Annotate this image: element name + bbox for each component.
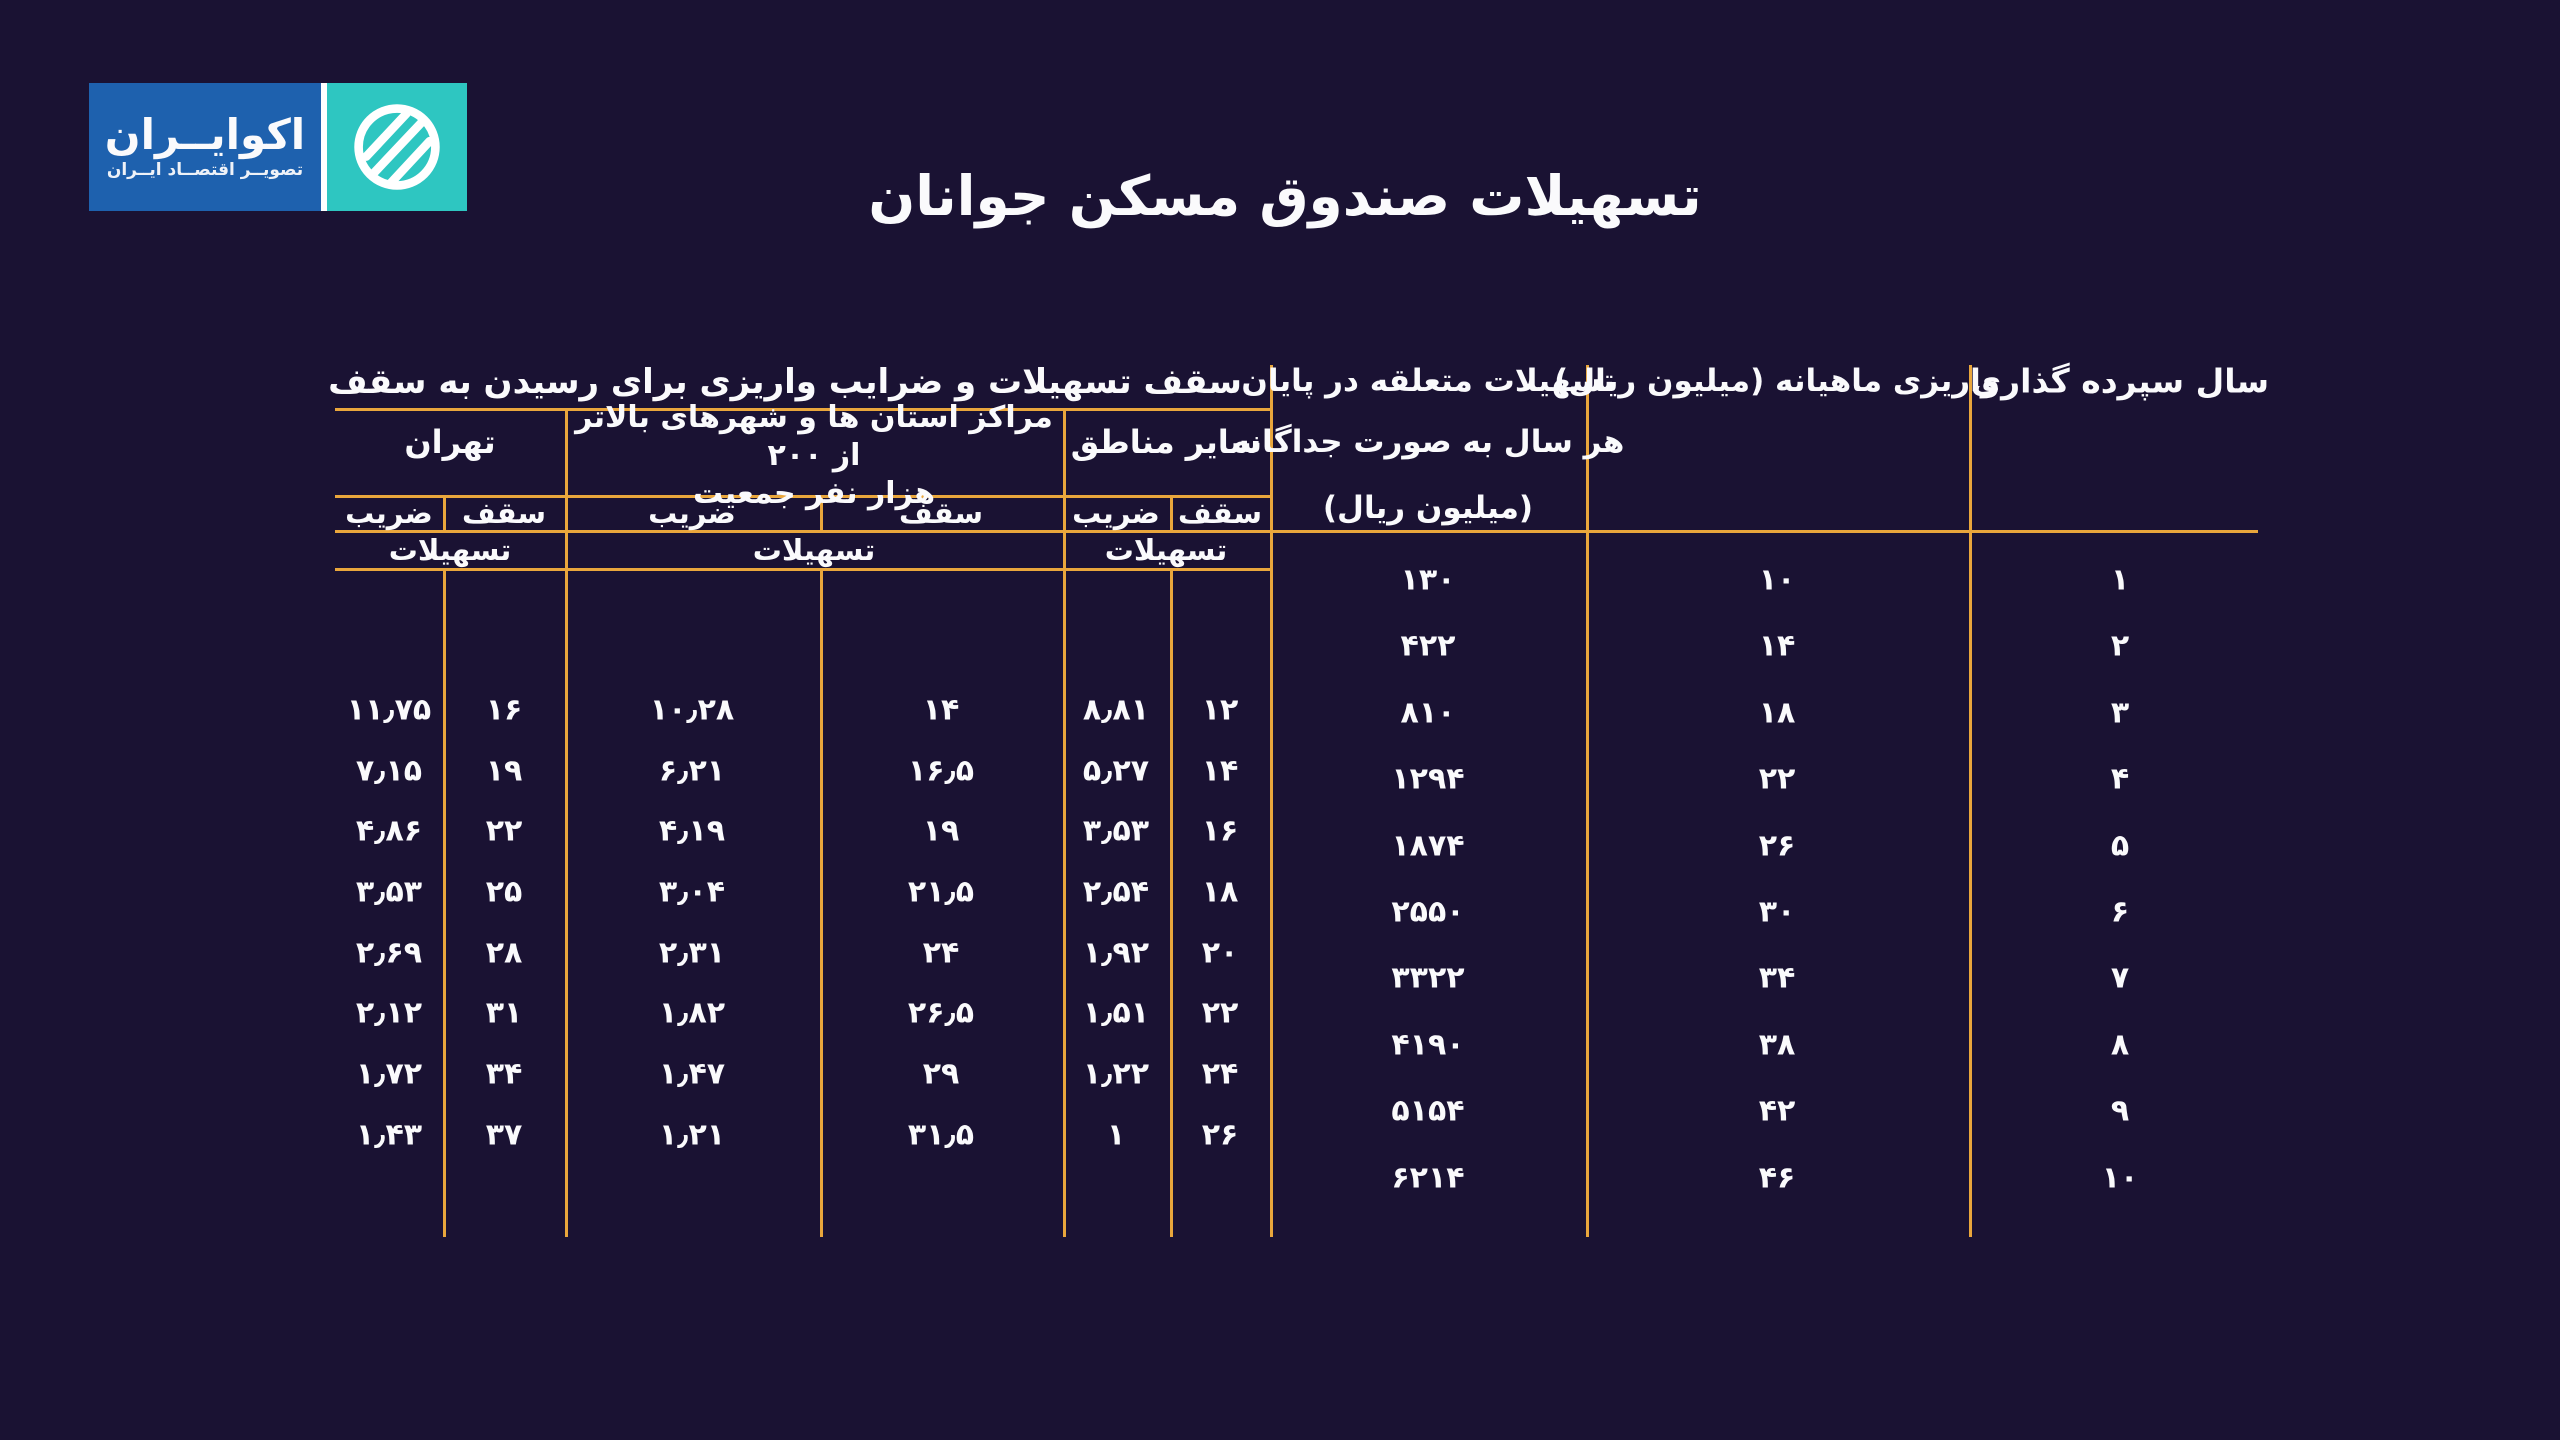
ecoiran-mark-icon [349,99,445,195]
year-value-row-6: ۶ [2110,894,2130,930]
year-value-row-4: ۴ [2110,761,2130,797]
year-value-row-3: ۳ [2110,695,2130,731]
accrued-value-row-10: ۶۲۱۴ [1391,1160,1465,1196]
subheader-coefficient-tehran: ضریب [345,496,433,530]
subheader-coefficient-province: ضریب [648,496,736,530]
accrued-value-row-2: ۴۲۲ [1400,628,1456,664]
accrued-value-row-4: ۱۲۹۴ [1391,761,1465,797]
teh_ceiling-value-row-10: ۳۷ [485,1117,523,1153]
accrued-value-row-9: ۵۱۵۴ [1391,1093,1465,1129]
other_coef-value-row-4: ۵٫۲۷ [1082,753,1150,789]
accrued-value-row-5: ۱۸۷۴ [1391,828,1465,864]
monthly-value-row-10: ۴۶ [1758,1160,1796,1196]
accrued-value-row-8: ۴۱۹۰ [1391,1027,1465,1063]
teh_coef-value-row-4: ۷٫۱۵ [355,753,423,789]
region-header-province-line1: مراکز استان ها و شهرهای بالاتر از ۲۰۰ [575,400,1053,473]
other_ceiling-value-row-3: ۱۲ [1201,692,1239,728]
prov_coef-value-row-9: ۱٫۴۷ [658,1056,726,1092]
prov_coef-value-row-7: ۲٫۳۱ [658,935,726,971]
subheader-ceiling-other: سقف [1178,496,1262,530]
grid-vline-monthly-year [1969,365,1972,1237]
teh_coef-value-row-5: ۴٫۸۶ [355,813,423,849]
teh_ceiling-value-row-6: ۲۵ [485,874,523,910]
grid-vline-tehran-province [565,408,568,1237]
year-value-row-10: ۱۰ [2101,1160,2139,1196]
prov_coef-value-row-10: ۱٫۲۱ [658,1117,726,1153]
logo-brand-text: اکوایــران [104,110,306,159]
teh_ceiling-value-row-8: ۳۱ [485,995,523,1031]
subheader-ceiling-province: سقف [899,496,983,530]
column-header-monthly-deposit: واریزی ماهیانه (میلیون ریال) [1554,363,2000,399]
logo-tagline-text: تصویــر اقتصــاد ایــران [106,160,304,180]
other_ceiling-value-row-6: ۱۸ [1201,874,1239,910]
grid-vline-other-accrued [1270,365,1273,1237]
accrued-value-row-1: ۱۳۰ [1400,562,1456,598]
monthly-value-row-9: ۴۲ [1758,1093,1796,1129]
subheader-facilities-tehran: تسهیلات [388,533,512,567]
prov_ceiling-value-row-8: ۲۶٫۵ [907,995,975,1031]
page-title: تسهیلات صندوق مسکن جوانان [868,164,1702,228]
grid-vline-other-split-header [1170,495,1173,530]
teh_coef-value-row-7: ۲٫۶۹ [355,935,423,971]
monthly-value-row-2: ۱۴ [1758,628,1796,664]
prov_ceiling-value-row-9: ۲۹ [922,1056,960,1092]
teh_coef-value-row-9: ۱٫۷۲ [355,1056,423,1092]
other_ceiling-value-row-9: ۲۴ [1201,1056,1239,1092]
accrued-value-row-3: ۸۱۰ [1400,695,1456,731]
prov_coef-value-row-4: ۶٫۲۱ [658,753,726,789]
other_coef-value-row-6: ۲٫۵۴ [1082,874,1150,910]
ecoiran-logo [89,83,467,211]
region-header-province-centers [564,399,1064,513]
teh_coef-value-row-3: ۱۱٫۷۵ [346,692,432,728]
teh_coef-value-row-10: ۱٫۴۳ [355,1117,423,1153]
teh_ceiling-value-row-4: ۱۹ [485,753,523,789]
year-value-row-7: ۷ [2110,960,2130,996]
prov_coef-value-row-5: ۴٫۱۹ [658,813,726,849]
monthly-value-row-6: ۳۰ [1758,894,1796,930]
subheader-coefficient-other: ضریب [1072,496,1160,530]
other_coef-value-row-7: ۱٫۹۲ [1082,935,1150,971]
prov_coef-value-row-6: ۳٫۰۴ [658,874,726,910]
monthly-value-row-3: ۱۸ [1758,695,1796,731]
year-value-row-1: ۱ [2110,562,2130,598]
year-value-row-9: ۹ [2110,1093,2130,1129]
teh_ceiling-value-row-5: ۲۲ [485,813,523,849]
other_ceiling-value-row-10: ۲۶ [1201,1117,1239,1153]
grid-vline-tehran-split-body [443,568,446,1237]
year-value-row-2: ۲ [2110,628,2130,664]
monthly-value-row-7: ۳۴ [1758,960,1796,996]
prov_ceiling-value-row-3: ۱۴ [922,692,960,728]
other_coef-value-row-3: ۸٫۸۱ [1082,692,1150,728]
grid-vline-province-split-body [820,568,823,1237]
logo-mark-panel [327,83,467,211]
section-title-ceiling-coefficients: سقف تسهیلات و ضرایب واریزی برای رسیدن به سقف [328,362,1242,402]
other_ceiling-value-row-7: ۲۰ [1201,935,1239,971]
column-header-accrued-line3: (میلیون ریال) [1322,490,1534,526]
grid-hline-under-facilities-row [335,568,1270,571]
subheader-facilities-province: تسهیلات [752,533,876,567]
other_ceiling-value-row-4: ۱۴ [1201,753,1239,789]
other_coef-value-row-10: ۱ [1106,1117,1126,1153]
region-header-province-line2: هزار نفر جمعیت [692,476,936,511]
subheader-ceiling-tehran: سقف [462,496,546,530]
other_coef-value-row-5: ۳٫۵۳ [1082,813,1150,849]
other_coef-value-row-9: ۱٫۲۲ [1082,1056,1150,1092]
grid-vline-province-other [1063,408,1066,1237]
logo-wordmark-panel [89,83,321,211]
year-value-row-5: ۵ [2110,828,2130,864]
prov_ceiling-value-row-10: ۳۱٫۵ [907,1117,975,1153]
monthly-value-row-8: ۳۸ [1758,1027,1796,1063]
subheader-facilities-other: تسهیلات [1104,533,1228,567]
teh_coef-value-row-8: ۲٫۱۲ [355,995,423,1031]
monthly-value-row-4: ۲۲ [1758,761,1796,797]
teh_coef-value-row-6: ۳٫۵۳ [355,874,423,910]
prov_coef-value-row-8: ۱٫۸۲ [658,995,726,1031]
column-header-deposit-year: سال سپرده گذاری [1970,361,2270,401]
other_coef-value-row-8: ۱٫۵۱ [1082,995,1150,1031]
region-header-tehran: تهران [404,423,496,461]
grid-vline-accrued-monthly [1586,365,1589,1237]
accrued-value-row-6: ۲۵۵۰ [1391,894,1465,930]
prov_ceiling-value-row-5: ۱۹ [922,813,960,849]
monthly-value-row-5: ۲۶ [1758,828,1796,864]
column-header-accrued-line1: تسهیلات متعلقه در پایان [1241,363,1615,399]
prov_ceiling-value-row-7: ۲۴ [922,935,960,971]
grid-vline-other-split-body [1170,568,1173,1237]
grid-vline-tehran-split-header [443,495,446,530]
prov_ceiling-value-row-4: ۱۶٫۵ [907,753,975,789]
accrued-value-row-7: ۳۳۲۲ [1391,960,1465,996]
teh_ceiling-value-row-7: ۲۸ [485,935,523,971]
region-header-other-regions: سایر مناطق [1070,423,1262,461]
prov_ceiling-value-row-6: ۲۱٫۵ [907,874,975,910]
year-value-row-8: ۸ [2110,1027,2130,1063]
other_ceiling-value-row-8: ۲۲ [1201,995,1239,1031]
prov_coef-value-row-3: ۱۰٫۲۸ [649,692,735,728]
monthly-value-row-1: ۱۰ [1758,562,1796,598]
teh_ceiling-value-row-9: ۳۴ [485,1056,523,1092]
other_ceiling-value-row-5: ۱۶ [1201,813,1239,849]
column-header-accrued-line2: هر سال به صورت جداگانه [1231,424,1625,460]
teh_ceiling-value-row-3: ۱۶ [485,692,523,728]
